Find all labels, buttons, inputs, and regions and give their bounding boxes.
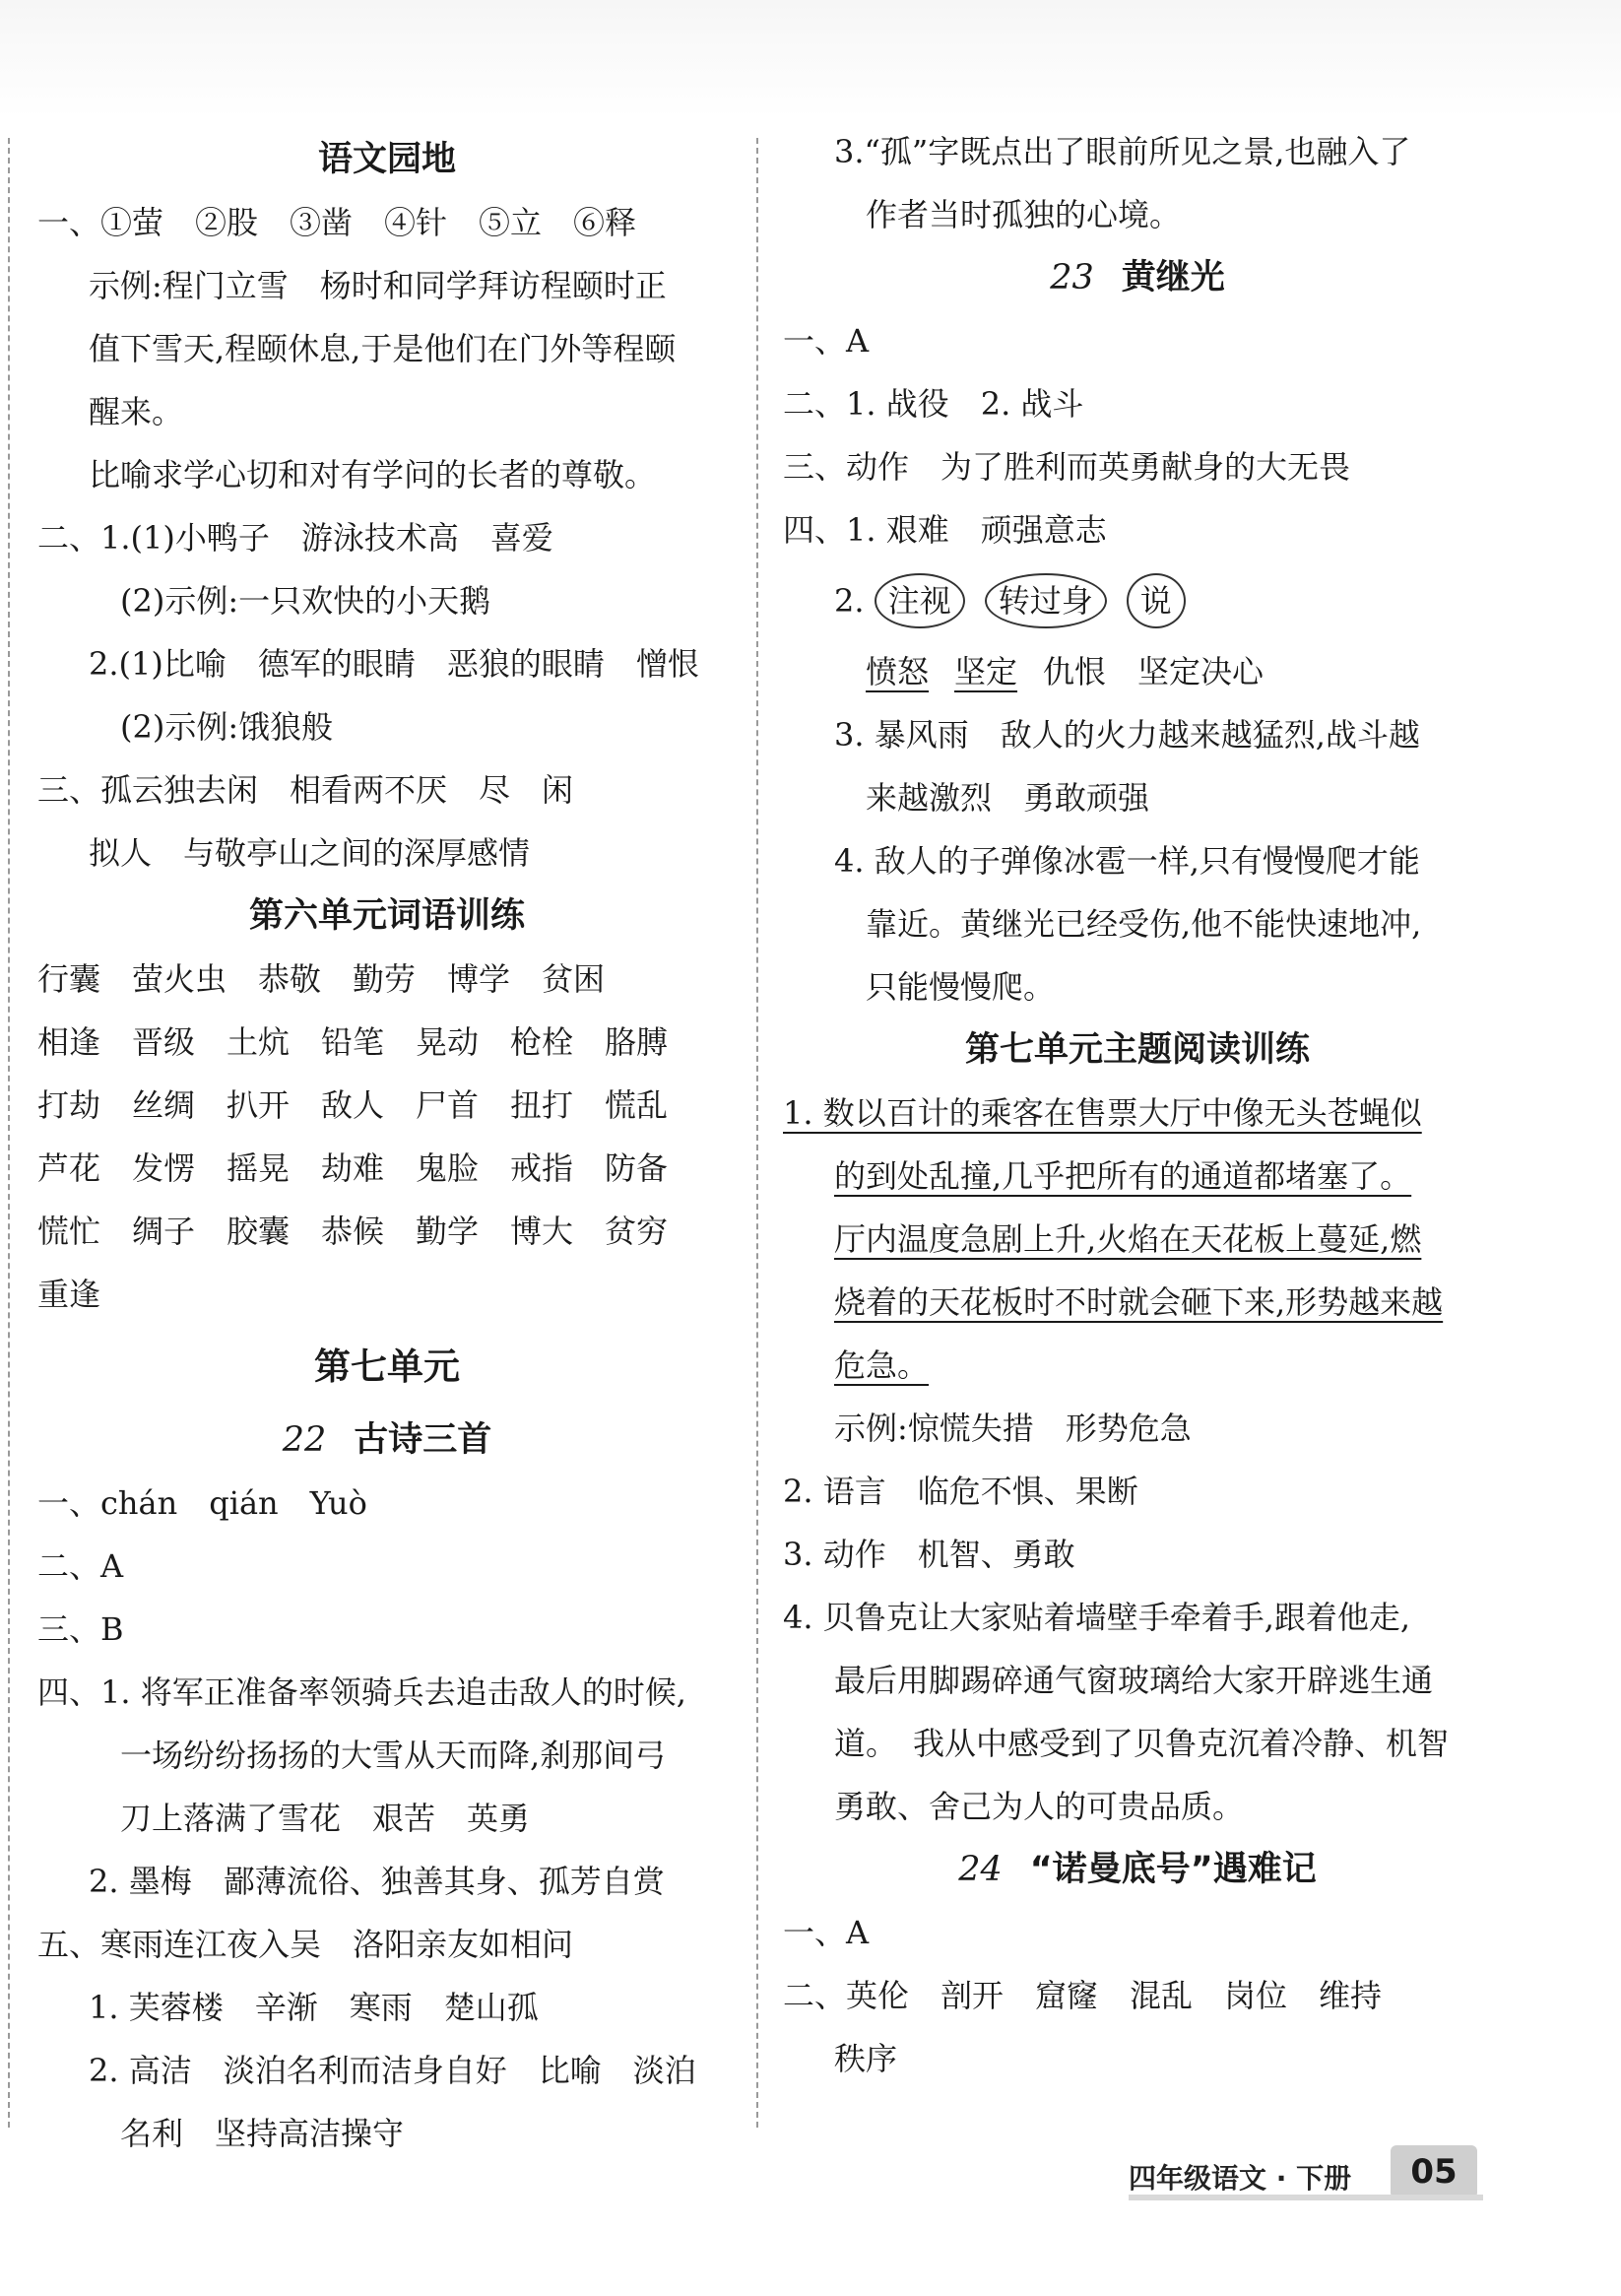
- circled-word: 说: [1127, 573, 1186, 628]
- answer-line: 刀上落满了雪花 艰苦 英勇: [120, 1800, 531, 1837]
- word-row: 行囊 萤火虫 恭敬 勤劳 博学 贫困: [37, 960, 606, 998]
- answer-line: 三、动作 为了胜利而英勇献身的大无畏: [783, 448, 1351, 486]
- answer-line: 最后用脚踢碎通气窗玻璃给大家开辟逃生通: [834, 1662, 1434, 1699]
- answer-line: 二、A: [37, 1547, 124, 1585]
- lesson-title: [783, 246, 1492, 309]
- answer-line: 一、A: [783, 1914, 870, 1951]
- answer-line: 2. 墨梅 鄙薄流俗、独善其身、孤芳自赏: [89, 1863, 665, 1900]
- lesson-name: 古诗三首: [354, 1420, 492, 1460]
- right-column: [783, 120, 1492, 2090]
- word-row: 芦花 发愣 摇晃 劫难 鬼脸 戒指 防备: [37, 1149, 669, 1187]
- lesson-number: 24: [958, 1850, 1003, 1889]
- unit-title: 第七单元: [314, 1345, 460, 1388]
- underlined-word: 愤怒: [866, 653, 930, 690]
- circled-word: 转过身: [985, 573, 1107, 628]
- answer-line: 1. 芙蓉楼 辛渐 寒雨 楚山孤: [89, 1989, 539, 2026]
- answer-line: (2)示例:一只欢快的小天鹅: [120, 582, 491, 620]
- answer-line: 靠近。黄继光已经受伤,他不能快速地冲,: [866, 905, 1422, 943]
- answer-line: 三、孤云独去闲 相看两不厌 尽 闲: [37, 771, 574, 809]
- section-title: 语文园地: [317, 140, 456, 179]
- answer-line: 4. 贝鲁克让大家贴着墙壁手牵着手,跟着他走,: [783, 1599, 1411, 1636]
- answer-line: 4. 敌人的子弹像冰雹一样,只有慢慢爬才能: [834, 842, 1420, 880]
- answer-line: 作者当时孤独的心境。: [866, 196, 1182, 233]
- answer-line: 2.(1)比喻 德军的眼睛 恶狼的眼睛 憎恨: [89, 645, 699, 683]
- answer-line: [783, 1082, 1492, 1145]
- underlined-word: 坚定: [954, 653, 1018, 690]
- column-divider: [756, 138, 758, 2128]
- footer-bar: [1129, 2195, 1483, 2200]
- underlined-answer: 厅内温度急剧上升,火焰在天花板上蔓延,燃: [834, 1220, 1422, 1258]
- lesson-name: 黄继光: [1121, 258, 1225, 297]
- left-column: [37, 128, 737, 2165]
- answer-line: 示例:惊慌失措 形势危急: [834, 1410, 1192, 1447]
- answer-line: 勇敢、舍己为人的可贵品质。: [834, 1788, 1245, 1825]
- answer-line: (2)示例:饿狼般: [120, 708, 334, 746]
- lesson-number: 23: [1050, 258, 1094, 297]
- answer-line: 名利 坚持高洁操守: [120, 2115, 405, 2152]
- answer-line: 一、①萤 ②股 ③凿 ④针 ⑤立 ⑥释: [37, 204, 637, 241]
- word-row: 慌忙 绸子 胶囊 恭候 勤学 博大 贫穷: [37, 1213, 669, 1250]
- answer-line: 秩序: [834, 2040, 898, 2077]
- lesson-name: “诺曼底号”遇难记: [1029, 1850, 1317, 1889]
- answer-line: [783, 1271, 1492, 1334]
- word-row: 相逢 晋级 土炕 铅笔 晃动 枪栓 胳膊: [37, 1023, 669, 1061]
- section-title: 第六单元词语训练: [248, 896, 525, 936]
- page-number: 05: [1391, 2145, 1477, 2198]
- answer-line: 只能慢慢爬。: [866, 968, 1056, 1006]
- answer-text: 仇恨 坚定决心: [1043, 653, 1264, 690]
- lesson-title: [783, 1838, 1492, 1901]
- lesson-title: [37, 1409, 737, 1472]
- underlined-answer: 的到处乱撞,几乎把所有的通道都堵塞了。: [834, 1157, 1412, 1195]
- answer-line: 示例:程门立雪 杨时和同学拜访程颐时正: [89, 267, 667, 304]
- answer-line: 一、A: [783, 322, 870, 360]
- answer-line: 一场纷纷扬扬的大雪从天而降,刹那间弓: [120, 1737, 667, 1774]
- underlined-answer: 危急。: [834, 1346, 930, 1384]
- answer-line: 3. 动作 机智、勇敢: [783, 1536, 1075, 1573]
- answer-line: 2. 语言 临危不惧、果断: [783, 1473, 1138, 1510]
- answer-line: [783, 561, 1492, 640]
- underlined-answer: 烧着的天花板时不时就会砸下来,形势越来越: [834, 1283, 1444, 1321]
- answer-line: 四、1. 艰难 顽强意志: [783, 511, 1107, 549]
- word-row: 重逢: [37, 1276, 101, 1313]
- left-margin-rule: [8, 138, 10, 2128]
- answer-line: 一、chán qián Yuò: [37, 1484, 367, 1522]
- underlined-answer: 1. 数以百计的乘客在售票大厅中像无头苍蝇似: [783, 1094, 1422, 1132]
- answer-line: [783, 640, 1492, 703]
- word-row: 打劫 丝绸 扒开 敌人 尸首 扭打 慌乱: [37, 1086, 669, 1124]
- footer-book-label: 四年级语文 · 下册: [1129, 2162, 1352, 2195]
- answer-line: 道。 我从中感受到了贝鲁克沉着冷静、机智: [834, 1725, 1450, 1762]
- answer-line: 来越激烈 勇敢顽强: [866, 779, 1150, 817]
- circled-word: 注视: [875, 573, 965, 628]
- answer-line: [783, 1334, 1492, 1397]
- answer-line: 二、英伦 剖开 窟窿 混乱 岗位 维持: [783, 1977, 1383, 2014]
- lesson-number: 22: [282, 1420, 327, 1460]
- answer-line: [783, 1208, 1492, 1271]
- answer-line: 二、1.(1)小鸭子 游泳技术高 喜爱: [37, 519, 553, 557]
- item-number: 2.: [834, 582, 865, 620]
- answer-line: 3.“孤”字既点出了眼前所见之景,也融入了: [834, 133, 1411, 170]
- answer-line: 3. 暴风雨 敌人的火力越来越猛烈,战斗越: [834, 716, 1420, 754]
- answer-line: 2. 高洁 淡泊名利而洁身自好 比喻 淡泊: [89, 2052, 696, 2089]
- answer-line: 值下雪天,程颐休息,于是他们在门外等程颐: [89, 330, 677, 367]
- answer-line: 拟人 与敬亭山之间的深厚感情: [89, 834, 531, 872]
- answer-line: 五、寒雨连江夜入吴 洛阳亲友如相问: [37, 1926, 574, 1963]
- answer-line: 四、1. 将军正准备率领骑兵去追击敌人的时候,: [37, 1673, 686, 1711]
- answer-line: 三、B: [37, 1610, 124, 1648]
- answer-line: 比喻求学心切和对有学问的长者的尊敬。: [89, 456, 657, 493]
- section-title: 第七单元主题阅读训练: [964, 1030, 1310, 1070]
- answer-line: 醒来。: [89, 393, 184, 430]
- answer-line: [783, 1145, 1492, 1208]
- answer-line: 二、1. 战役 2. 战斗: [783, 385, 1084, 423]
